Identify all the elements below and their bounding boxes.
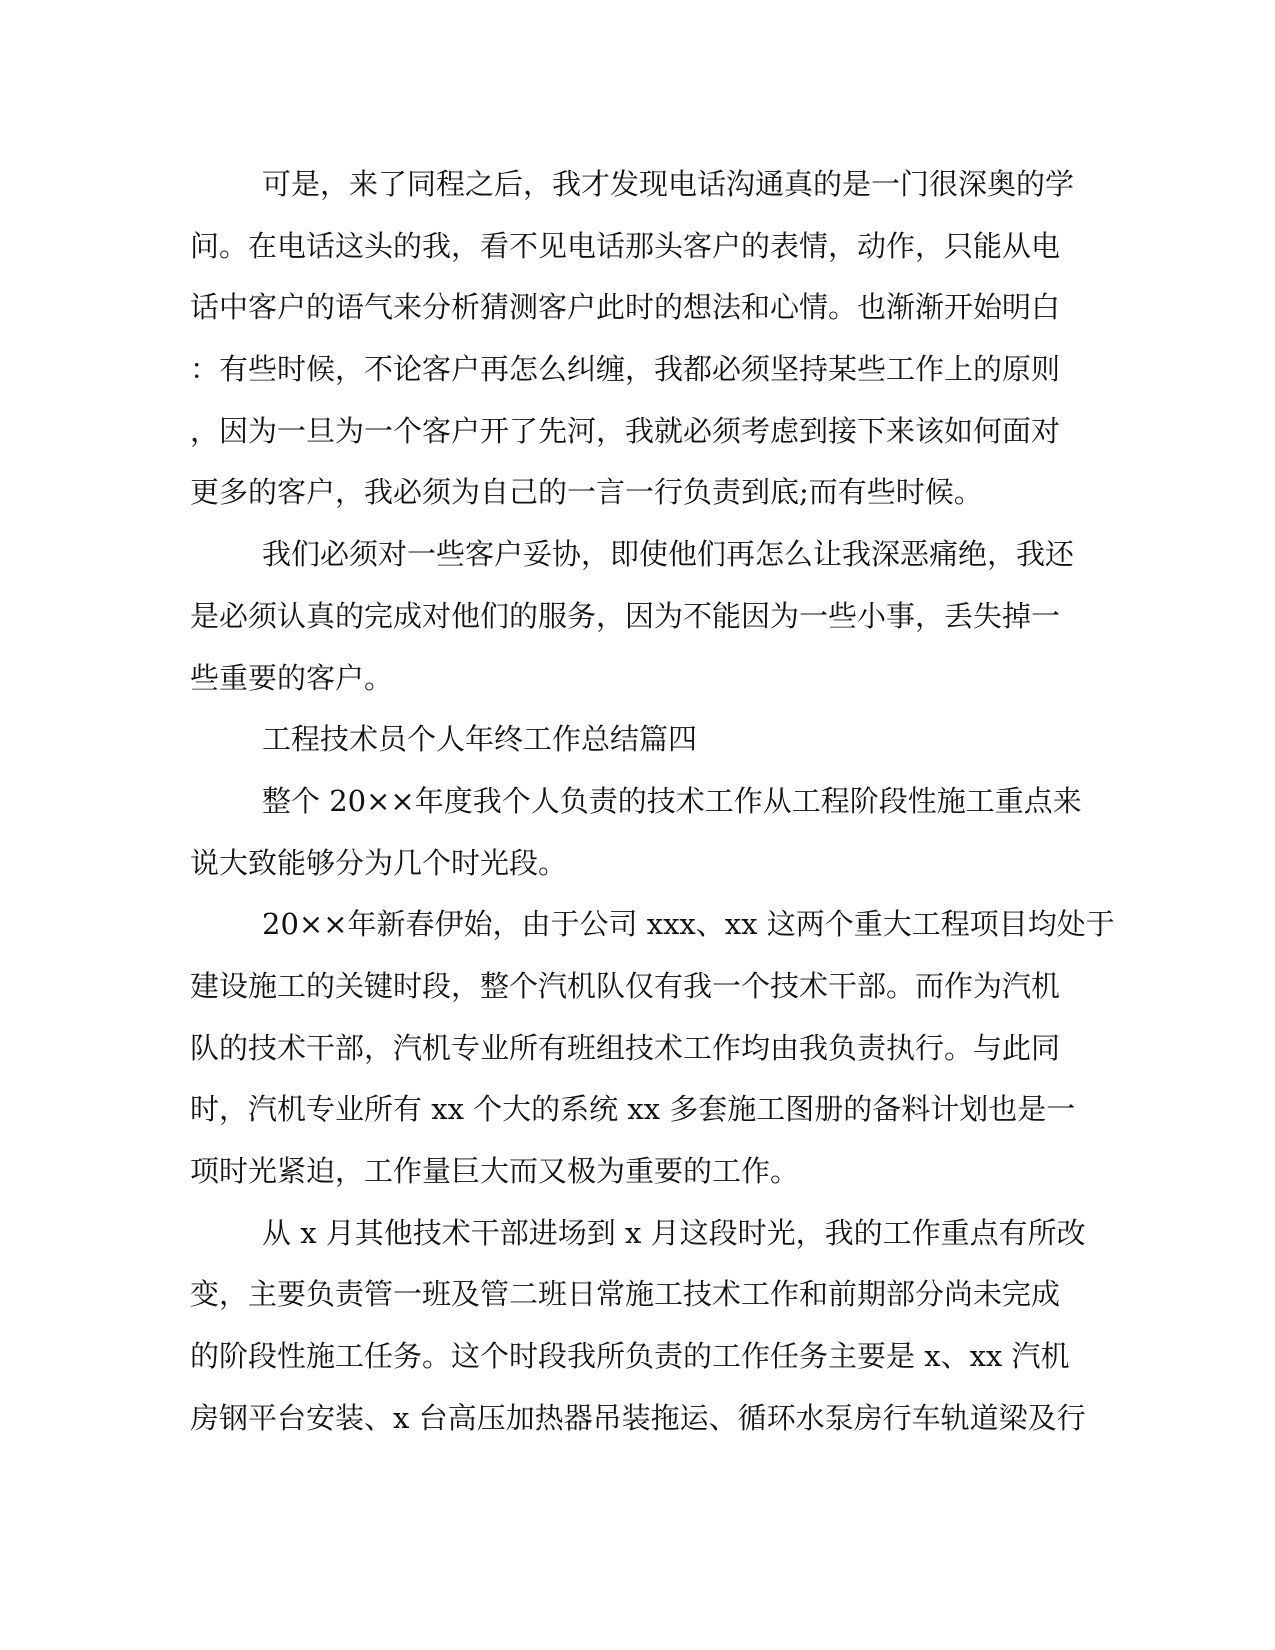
text-line: 问。在电话这头的我，看不见电话那头客户的表情，动作，只能从电 bbox=[190, 228, 1061, 263]
text-line: 我们必须对一些客户妥协，即使他们再怎么让我深恶痛绝，我还 bbox=[262, 537, 1075, 572]
text-line: 整个 20××年度我个人负责的技术工作从工程阶段性施工重点来 bbox=[262, 783, 1082, 818]
text-line: 项时光紧迫，工作量巨大而又极为重要的工作。 bbox=[190, 1154, 800, 1188]
text-line: 房钢平台安装、x 台高压加热器吊装拖运、循环水泵房行车轨道梁及行 bbox=[190, 1400, 1086, 1435]
text-line: 说大致能够分为几个时光段。 bbox=[190, 845, 568, 880]
text-line: ，因为一旦为一个客户开了先河，我就必须考虑到接下来该如何面对 bbox=[190, 413, 1061, 448]
text-line: 话中客户的语气来分析猜测客户此时的想法和心情。也渐渐开始明白 bbox=[190, 290, 1061, 325]
text-line: 更多的客户，我必须为自己的一言一行负责到底;而有些时候。 bbox=[190, 475, 983, 510]
text-line: 从 x 月其他技术干部进场到 x 月这段时光，我的工作重点有所改 bbox=[262, 1215, 1086, 1250]
text-line: 时，汽机专业所有 xx 个大的系统 xx 多套施工图册的备料计划也是一 bbox=[190, 1092, 1076, 1127]
document-body bbox=[190, 167, 1115, 1463]
text-line: 的阶段性施工任务。这个时段我所负责的工作任务主要是 x、xx 汽机 bbox=[190, 1339, 1070, 1374]
text-line: 队的技术干部，汽机专业所有班组技术工作均由我负责执行。与此同 bbox=[190, 1030, 1061, 1065]
text-line: 是必须认真的完成对他们的服务，因为不能因为一些小事，丢失掉一 bbox=[190, 598, 1061, 633]
text-line: 20××年新春伊始，由于公司 xxx、xx 这两个重大工程项目均处于 bbox=[262, 907, 1115, 942]
text-line: 些重要的客户。 bbox=[190, 660, 394, 695]
text-line: 工程技术员个人年终工作总结篇四 bbox=[262, 722, 698, 757]
text-line: 变，主要负责管一班及管二班日常施工技术工作和前期部分尚未完成 bbox=[190, 1277, 1061, 1312]
text-line: 建设施工的关键时段，整个汽机队仅有我一个技术干部。而作为汽机 bbox=[190, 968, 1061, 1003]
text-line: ：有些时候，不论客户再怎么纠缠，我都必须坚持某些工作上的原则 bbox=[190, 352, 1061, 387]
text-line: 可是，来了同程之后，我才发现电话沟通真的是一门很深奥的学 bbox=[262, 167, 1075, 201]
